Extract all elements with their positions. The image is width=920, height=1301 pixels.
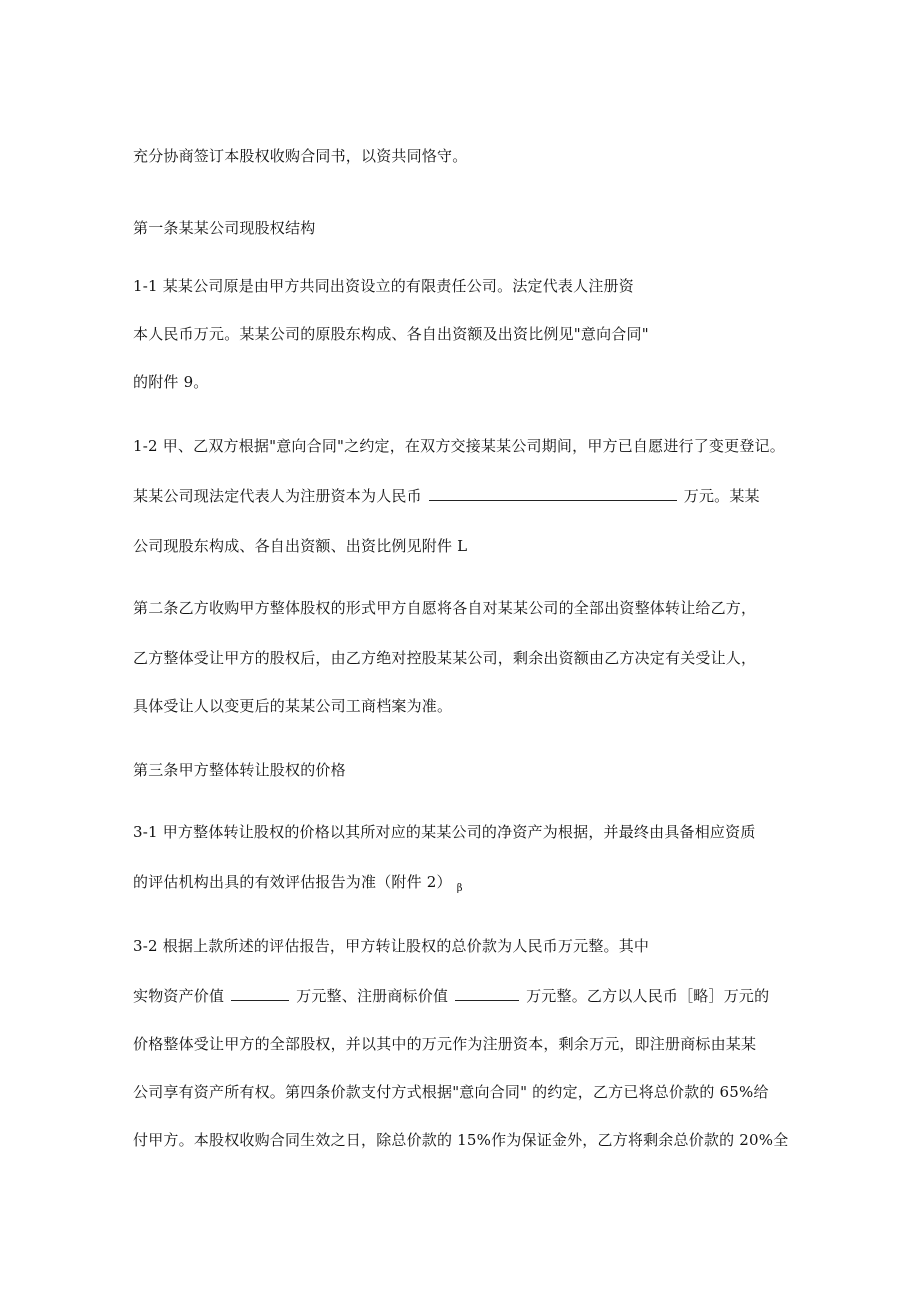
paragraph-line: 本人民币万元。某某公司的原股东构成、各自出资额及出资比例见"意向合同" (133, 325, 649, 343)
line-text: 万元整。乙方以人民币［略］万元的 (526, 987, 770, 1005)
paragraph-line: 第二条乙方收购甲方整体股权的形式甲方自愿将各自对某某公司的全部出资整体转让给乙方， (133, 599, 757, 617)
paragraph-line: 1-1 某某公司原是由甲方共同出资设立的有限责任公司。法定代表人注册资 (133, 277, 634, 295)
fill-blank (455, 988, 519, 1001)
paragraph-line (133, 486, 760, 506)
paragraph-line: 公司享有资产所有权。第四条价款支付方式根据"意向合同" 的约定，乙方已将总价款的 65%给 (133, 1083, 769, 1101)
fill-blank (429, 488, 677, 501)
section-heading: 第一条某某公司现股权结构 (133, 219, 316, 237)
paragraph-line: 乙方整体受让甲方的股权后，由乙方绝对控股某某公司，剩余出资额由乙方决定有关受让人， (133, 649, 757, 667)
line-text: 的评估机构出具的有效评估报告为准（附件 2） (133, 873, 452, 891)
line-text: 万元。某某 (683, 487, 760, 505)
paragraph-line: 付甲方。本股权收购合同生效之日，除总价款的 15%作为保证金外，乙方将剩余总价款的 20%全 (133, 1131, 789, 1149)
fill-blank (231, 988, 289, 1001)
paragraph-line: 3-2 根据上款所述的评估报告，甲方转让股权的总价款为人民币万元整。其中 (133, 937, 650, 955)
section-heading: 第三条甲方整体转让股权的价格 (133, 761, 346, 779)
paragraph-line: 3-1 甲方整体转让股权的价格以其所对应的某某公司的净资产为根据，并最终由具备相应资质 (133, 823, 756, 841)
artifact-mark: β (456, 883, 463, 894)
paragraph-line (133, 872, 463, 899)
line-text: 某某公司现法定代表人为注册资本为人民币 (133, 487, 422, 505)
line-text: 万元整、注册商标价值 (296, 987, 449, 1005)
paragraph-line (133, 986, 769, 1006)
paragraph-line: 具体受让人以变更后的某某公司工商档案为准。 (133, 697, 453, 715)
paragraph-line: 1-2 甲、乙双方根据"意向合同"之约定，在双方交接某某公司期间，甲方已自愿进行了变更登记。 (133, 437, 785, 455)
paragraph-line: 公司现股东构成、各自出资额、出资比例见附件 L (133, 537, 468, 555)
paragraph-line: 的附件 9。 (133, 373, 209, 391)
line-text: 实物资产价值 (133, 987, 225, 1005)
paragraph-line: 价格整体受让甲方的全部股权，并以其中的万元作为注册资本，剩余万元，即注册商标由某某 (133, 1035, 757, 1053)
paragraph-line: 充分协商签订本股权收购合同书，以资共同恪守。 (133, 147, 468, 165)
